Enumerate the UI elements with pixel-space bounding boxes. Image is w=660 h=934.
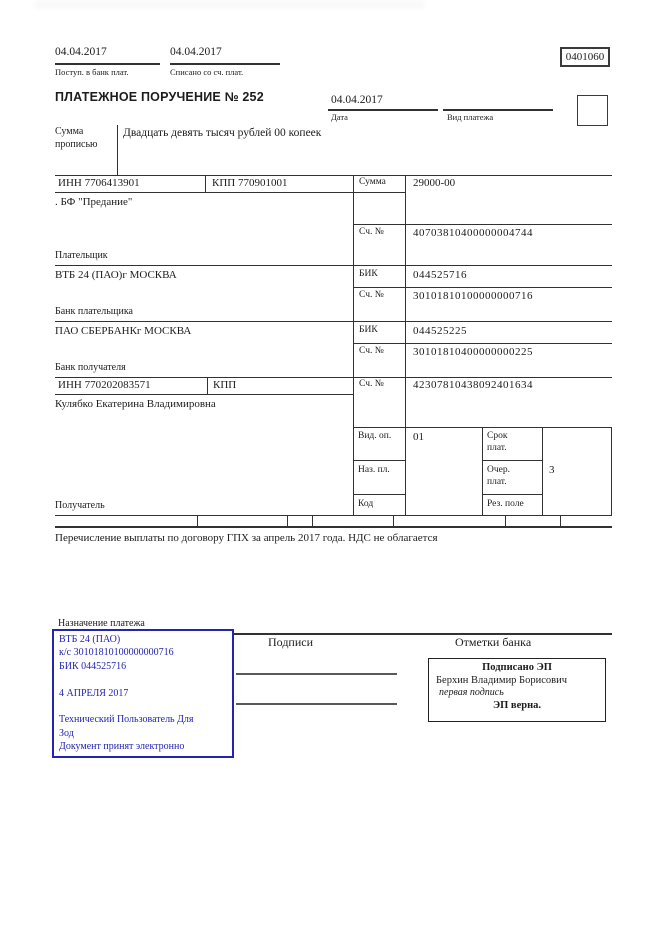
esignature-signer: Берхин Владимир Борисович <box>436 675 567 686</box>
doc-date-value: 04.04.2017 <box>331 94 383 106</box>
payee-bank-bik: 044525225 <box>413 325 467 337</box>
table-rule <box>55 394 353 395</box>
purpose-text: Перечисление выплаты по договору ГПХ за апрель 2017 года. НДС не облагается <box>55 532 438 544</box>
grid-divider <box>542 427 543 515</box>
table-rule <box>353 224 612 225</box>
payee-account: 42307810438092401634 <box>413 379 533 391</box>
table-rule <box>482 494 542 495</box>
scan-artifact <box>35 0 425 9</box>
bank-stamp-line: Зод <box>59 727 74 739</box>
amount-words-divider <box>117 125 118 175</box>
payer-account: 40703810400000004744 <box>413 227 533 239</box>
bank-stamp-line <box>59 700 227 713</box>
strip-divider <box>393 515 394 527</box>
payer-account-label: Сч. № <box>359 227 384 237</box>
date-received-value: 04.04.2017 <box>55 46 107 58</box>
strip-divider <box>287 515 288 527</box>
table-rule <box>55 526 612 528</box>
bank-stamp-line: БИК 044525716 <box>59 660 127 672</box>
signature-line-2 <box>236 703 397 705</box>
table-rule <box>55 377 612 378</box>
strip-divider <box>197 515 198 527</box>
date-debited-label: Списано со сч. плат. <box>170 67 244 77</box>
date-received-rule <box>55 63 160 65</box>
payer-name: . БФ "Предание" <box>55 196 133 208</box>
payer-inn: ИНН 7706413901 <box>58 177 140 189</box>
priority-value: 3 <box>549 464 555 476</box>
signatures-header: Подписи <box>268 635 314 649</box>
op-kind-label: Вид. оп. <box>358 431 392 441</box>
bank-marks-header: Отметки банка <box>455 635 532 649</box>
esignature-type: первая подпись <box>439 687 504 698</box>
payee-bank-name: ПАО СБЕРБАНКг МОСКВА <box>55 325 192 337</box>
value-column-divider <box>405 175 406 515</box>
date-received-label: Поступ. в банк плат. <box>55 67 129 77</box>
date-debited-rule <box>170 63 280 65</box>
sum-value: 29000-00 <box>413 177 456 189</box>
payer-bank-label: Банк плательщика <box>55 306 133 317</box>
payment-kind-box <box>577 95 608 126</box>
inn-kpp-divider-2 <box>207 377 208 394</box>
payee-bank-account: 30101810400000000225 <box>413 346 533 358</box>
bank-stamp-line <box>59 673 227 686</box>
bank-stamp-line: 4 АПРЕЛЯ 2017 <box>59 687 129 699</box>
code-label: Код <box>358 499 374 509</box>
payer-bank-account-label: Сч. № <box>359 290 384 300</box>
payer-bank-account: 30101810100000000716 <box>413 290 533 302</box>
payer-label: Плательщик <box>55 250 108 261</box>
date-debited-value: 04.04.2017 <box>170 46 222 58</box>
doc-date-rule <box>328 109 438 111</box>
payer-bank-name: ВТБ 24 (ПАО)г МОСКВА <box>55 269 177 281</box>
payee-bank-bik-label: БИК <box>359 325 378 335</box>
payer-bank-bik: 044525716 <box>413 269 467 281</box>
table-rule <box>482 460 542 461</box>
payee-account-label: Сч. № <box>359 379 384 389</box>
amount-words-value: Двадцать девять тысяч рублей 00 копеек <box>123 127 322 139</box>
due-date-label-1: Срок <box>487 431 508 441</box>
payment-kind-rule <box>443 109 553 111</box>
payee-bank-label: Банк получателя <box>55 362 126 373</box>
payer-bank-bik-label: БИК <box>359 269 378 279</box>
table-rule <box>353 494 405 495</box>
table-rule <box>353 343 612 344</box>
purpose-label: Назначение платежа <box>58 618 145 629</box>
bank-stamp-line: ВТБ 24 (ПАО) <box>59 634 121 645</box>
payment-kind-label: Вид платежа <box>447 112 494 122</box>
bank-stamp <box>52 629 234 758</box>
sum-label: Сумма <box>359 177 386 187</box>
inn-kpp-divider <box>205 175 206 192</box>
esignature-stamp <box>428 658 606 722</box>
signature-line-1 <box>236 673 397 675</box>
label-column-divider <box>353 175 354 515</box>
strip-divider <box>312 515 313 527</box>
table-rule <box>353 287 612 288</box>
table-rule <box>55 321 612 322</box>
table-rule <box>55 265 612 266</box>
payee-kpp-label: КПП <box>213 379 237 391</box>
strip-divider <box>560 515 561 527</box>
esignature-title: Подписано ЭП <box>482 662 552 673</box>
grid-right-border <box>611 427 612 515</box>
payee-bank-account-label: Сч. № <box>359 346 384 356</box>
table-rule <box>353 460 405 461</box>
table-rule <box>55 175 612 176</box>
table-rule <box>55 515 612 516</box>
priority-label-1: Очер. <box>487 465 510 475</box>
strip-divider <box>505 515 506 527</box>
purpose-code-label: Наз. пл. <box>358 465 390 475</box>
payee-name: Кулябко Екатерина Владимировна <box>55 398 216 410</box>
form-code-box <box>560 47 610 67</box>
bank-stamp-line: Технический Пользователь Для <box>59 714 194 726</box>
payee-label: Получатель <box>55 500 105 511</box>
amount-words-label-1: Сумма <box>55 126 84 137</box>
amount-words-label-2: прописью <box>55 139 98 150</box>
payer-kpp: КПП 770901001 <box>212 177 288 189</box>
priority-label-2: плат. <box>487 477 507 487</box>
bank-stamp-line: Документ принят электронно <box>59 741 185 753</box>
reserve-field-label: Рез. поле <box>487 499 524 509</box>
due-date-label-2: плат. <box>487 443 507 453</box>
op-kind-value: 01 <box>413 431 424 443</box>
grid-divider <box>482 427 483 515</box>
bank-stamp-line: к/с 30101810100000000716 <box>59 647 174 659</box>
form-code: 0401060 <box>565 51 605 63</box>
document-title: ПЛАТЕЖНОЕ ПОРУЧЕНИЕ № 252 <box>55 90 264 104</box>
esignature-validity: ЭП верна. <box>492 700 541 711</box>
payee-inn: ИНН 770202083571 <box>58 379 151 391</box>
doc-date-label: Дата <box>331 112 348 122</box>
